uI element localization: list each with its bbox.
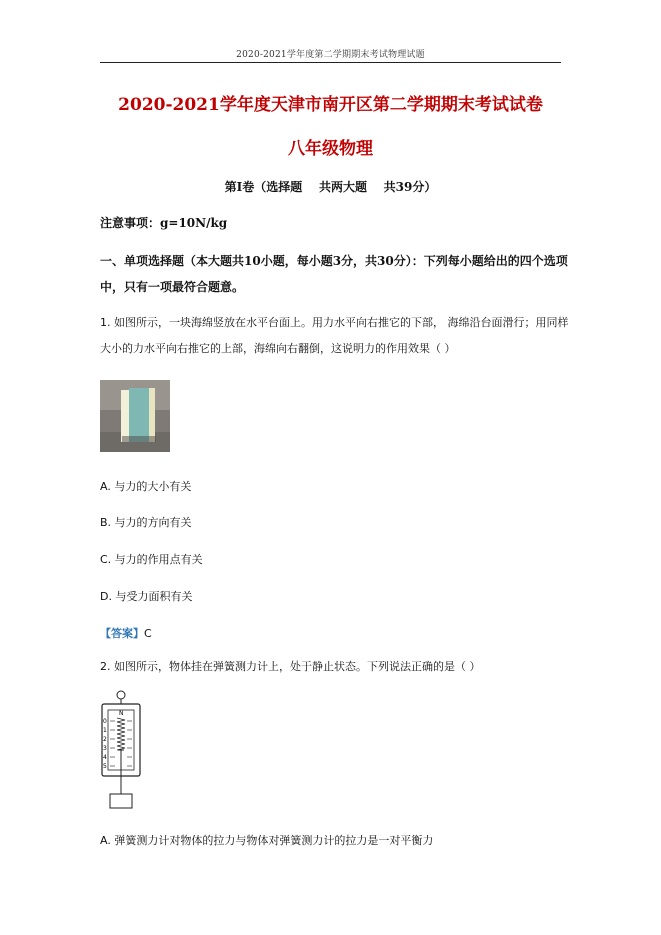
answer-tag: 【答案】 bbox=[100, 627, 144, 640]
q1-option-d: D. 与受力面积有关 bbox=[100, 590, 193, 603]
question-2-text: 2. 如图所示，物体挂在弹簧测力计上，处于静止状态。下列说法正确的是（ ） bbox=[100, 660, 481, 673]
q1-answer bbox=[100, 625, 152, 641]
scale-tick-2: 2 bbox=[103, 736, 107, 743]
scale-tick-4: 4 bbox=[103, 754, 107, 761]
page-header: 2020-2021学年度第二学期期末考试物理试题 bbox=[236, 50, 425, 60]
question-1-text: 1. 如图所示，一块海绵竖放在水平台面上。用力水平向右推它的下部， 海绵沿台面滑行；用同样大小的力水平向右推它的上部，海绵向右翻倒，这说明力的作用效果（ ） bbox=[100, 316, 569, 355]
scale-tick-0: 0 bbox=[103, 718, 107, 725]
scale-tick-3: 3 bbox=[103, 745, 107, 752]
q1-option-b: B. 与力的方向有关 bbox=[100, 516, 192, 529]
spring-scale-figure bbox=[96, 690, 146, 816]
spring-scale-diagram bbox=[96, 690, 146, 812]
section-title: 第Ⅰ卷（选择题 共两大题 共39分） bbox=[224, 180, 437, 194]
notice: 注意事项：g=10N/kg bbox=[100, 216, 228, 230]
sponge-photo bbox=[100, 380, 170, 452]
exam-subtitle: 八年级物理 bbox=[288, 139, 373, 159]
scale-tick-1: 1 bbox=[103, 727, 107, 734]
part-heading: 一、单项选择题（本大题共10小题，每小题3分，共30分）：下列每小题给出的四个选项中，只有一项最符合题意。 bbox=[100, 254, 568, 294]
sponge-image bbox=[100, 380, 170, 452]
q1-option-a: A. 与力的大小有关 bbox=[100, 480, 192, 493]
q1-option-c: C. 与力的作用点有关 bbox=[100, 553, 203, 566]
scale-unit-label: N bbox=[119, 710, 124, 717]
header-rule bbox=[100, 62, 561, 63]
exam-title: 2020-2021学年度天津市南开区第二学期期末考试试卷 bbox=[118, 95, 543, 115]
scale-tick-5: 5 bbox=[103, 763, 107, 770]
answer-value: C bbox=[144, 627, 152, 640]
q2-option-a: A. 弹簧测力计对物体的拉力与物体对弹簧测力计的拉力是一对平衡力 bbox=[100, 834, 434, 847]
